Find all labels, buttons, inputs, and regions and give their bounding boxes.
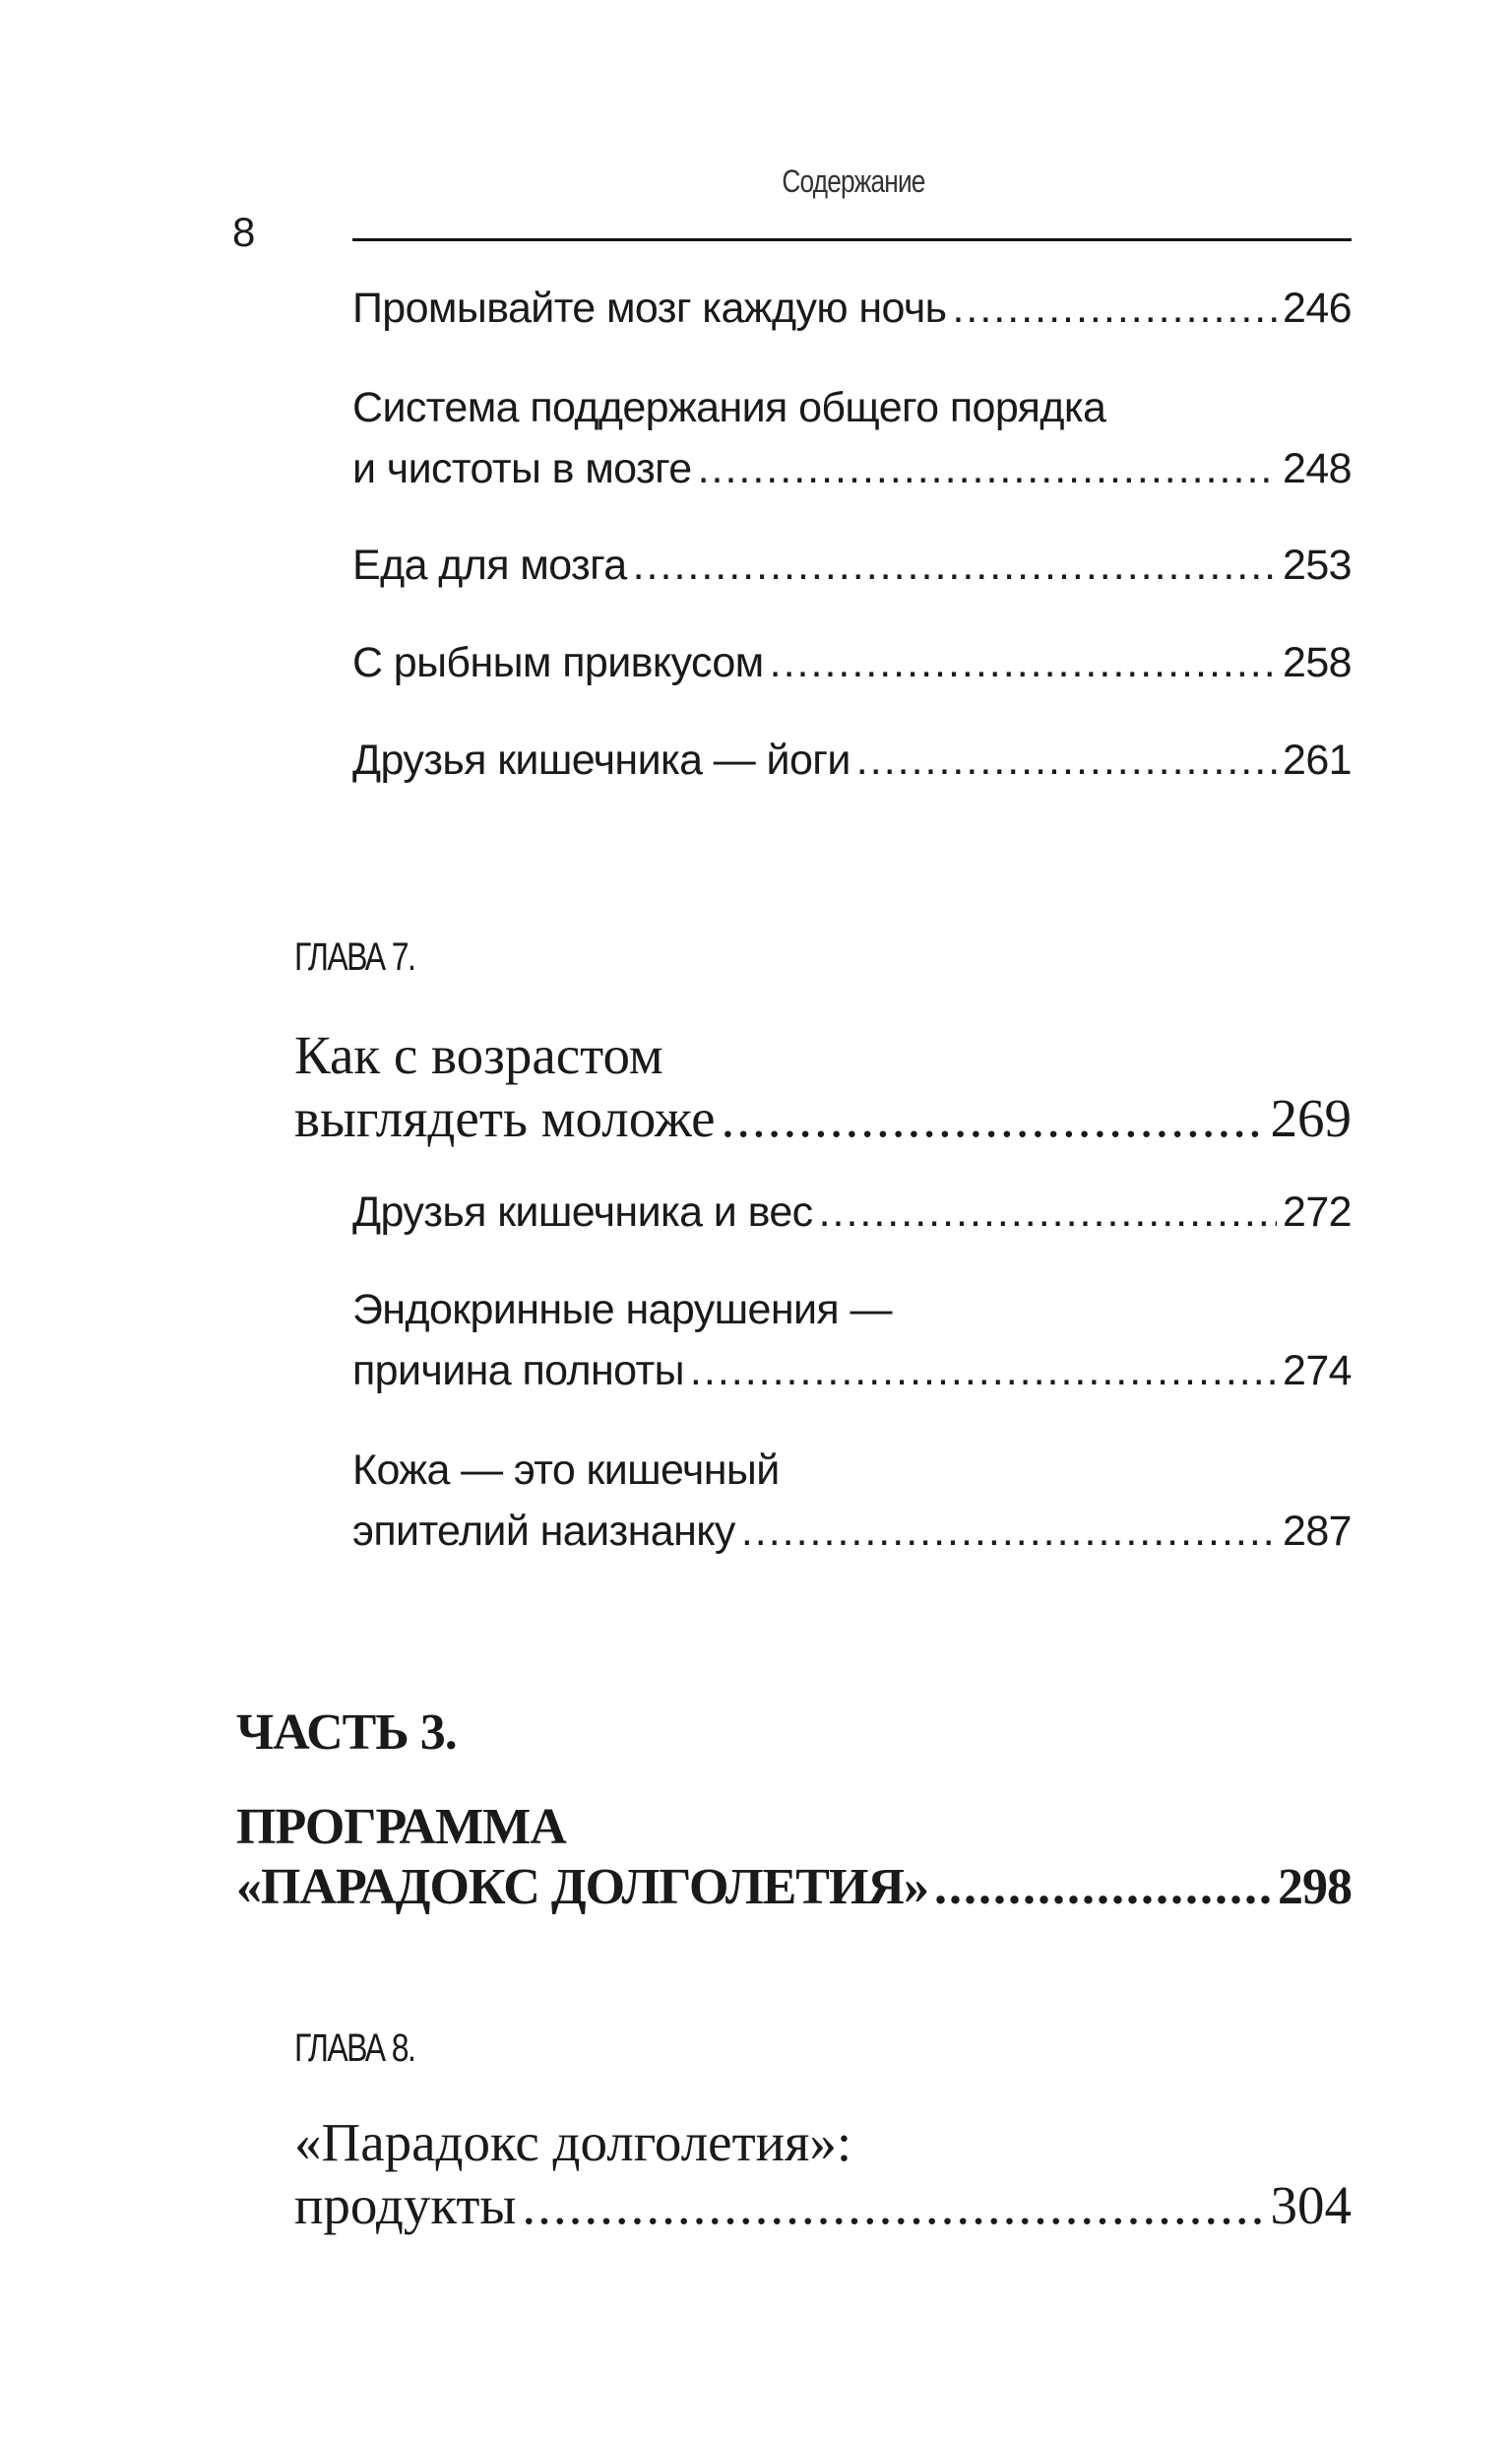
entry-page: 287 <box>1283 1508 1352 1555</box>
header-rule <box>352 238 1352 241</box>
toc-entry[interactable] <box>352 384 1352 506</box>
entry-title-line2: эпителий наизнанку <box>352 1508 735 1555</box>
leader-dots <box>856 737 1277 785</box>
chapter-8-title[interactable] <box>294 2111 1352 2237</box>
part-title-line1: ПРОГРАММА <box>236 1799 566 1855</box>
leader-dots <box>934 1858 1272 1916</box>
chapter-page: 269 <box>1270 1088 1352 1148</box>
chapter-title-line2: выглядеть моложе <box>294 1088 716 1148</box>
chapter-8-label: ГЛАВА 8. <box>294 2026 415 2070</box>
toc-entry[interactable] <box>352 285 1352 346</box>
toc-entry[interactable] <box>352 639 1352 700</box>
toc-entry[interactable] <box>352 1286 1352 1408</box>
part-title-line2: «ПАРАДОКС ДОЛГОЛЕТИЯ» <box>236 1859 928 1915</box>
chapter-7-label: ГЛАВА 7. <box>294 935 415 979</box>
entry-title-line1: Система поддержания общего порядка <box>352 384 1106 431</box>
entry-title-line1: Кожа — это кишечный <box>352 1447 780 1494</box>
chapter-title-line1: «Парадокс долголетия»: <box>294 2112 852 2172</box>
toc-entry[interactable] <box>352 1447 1352 1569</box>
chapter-page: 304 <box>1270 2175 1352 2235</box>
entry-title-line1: Эндокринные нарушения — <box>352 1286 892 1333</box>
entry-page: 258 <box>1283 639 1352 686</box>
leader-dots <box>952 285 1277 333</box>
entry-title-line2: и чистоты в мозге <box>352 445 692 492</box>
leader-dots <box>819 1189 1277 1237</box>
chapter-title-line1: Как с возрастом <box>294 1025 663 1085</box>
entry-page: 246 <box>1283 285 1352 332</box>
entry-title: Друзья кишечника — йоги <box>352 737 850 784</box>
entry-page: 261 <box>1283 737 1352 784</box>
chapter-7-title[interactable] <box>294 1024 1352 1150</box>
entry-page: 274 <box>1283 1347 1352 1394</box>
entry-page: 248 <box>1283 445 1352 492</box>
part-page: 298 <box>1278 1859 1352 1915</box>
leader-dots <box>633 542 1277 590</box>
entry-title-line2: причина полноты <box>352 1347 684 1394</box>
leader-dots <box>722 1087 1265 1149</box>
leader-dots <box>522 2174 1264 2236</box>
entry-title: Промывайте мозг каждую ночь <box>352 285 947 332</box>
entry-title: Друзья кишечника и вес <box>352 1189 813 1236</box>
part-3-label: ЧАСТЬ 3. <box>236 1704 457 1761</box>
entry-page: 253 <box>1283 542 1352 589</box>
toc-entry[interactable] <box>352 737 1352 798</box>
toc-entry[interactable] <box>352 542 1352 603</box>
page-number: 8 <box>232 209 256 255</box>
entry-title: Еда для мозга <box>352 542 627 589</box>
chapter-title-line2: продукты <box>294 2175 517 2235</box>
part-3-title[interactable] <box>236 1798 1352 1918</box>
entry-title: С рыбным привкусом <box>352 639 764 686</box>
toc-entry[interactable] <box>352 1189 1352 1250</box>
leader-dots <box>770 639 1277 687</box>
entry-page: 272 <box>1283 1189 1352 1236</box>
running-head: Содержание <box>782 163 925 199</box>
leader-dots <box>698 445 1277 493</box>
leader-dots <box>690 1347 1277 1395</box>
leader-dots <box>741 1508 1277 1556</box>
